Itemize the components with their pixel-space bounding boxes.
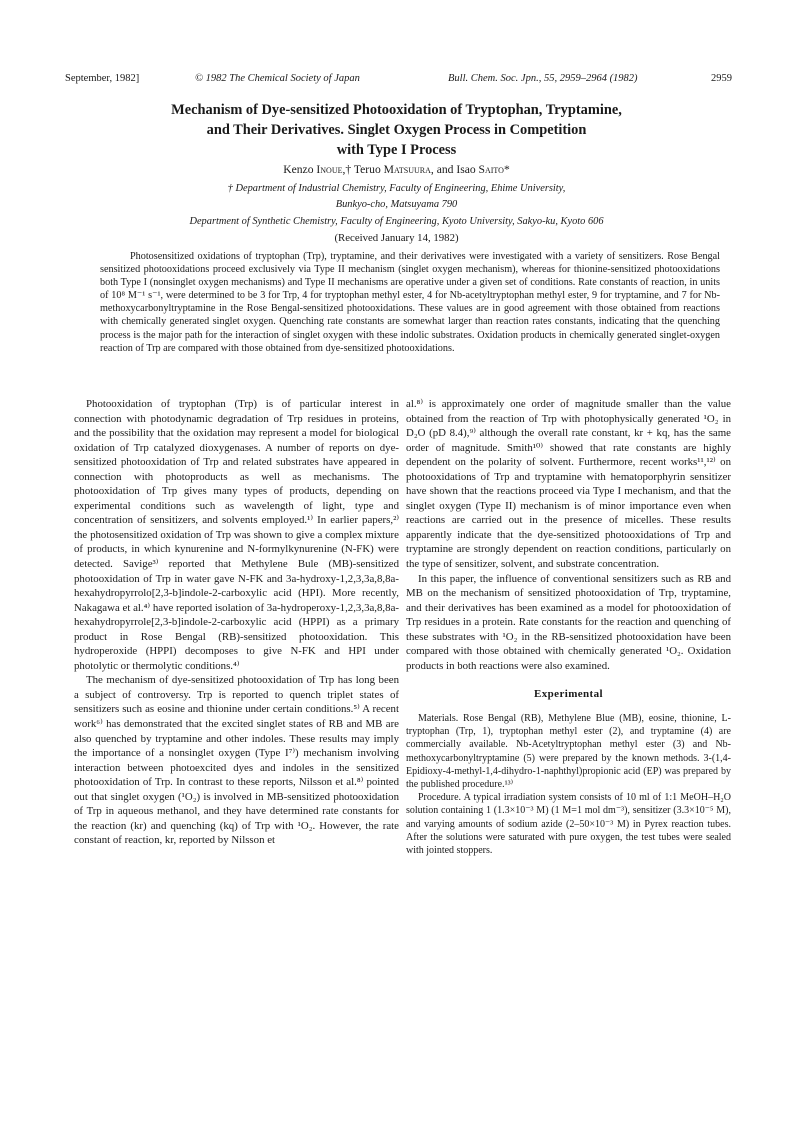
author-surname: Matsuura (383, 163, 431, 176)
issue-date: September, 1982] (65, 73, 140, 84)
body-paragraph: In this paper, the influence of conventional sensitizers such as RB and MB on the mechanism of sensitized photooxidation of Trp, tryptamine, and their derivatives has been examined as a model for photooxidation of Trp residues in a protein. Rate constants for the reaction and quenching of these substrates with ¹O₂ in the RB-sensitized photooxidation have been compared with those obtained with chemically generated ¹O₂. Oxidation products in both reactions were also examined. (406, 572, 731, 672)
title-line: Mechanism of Dye-sensitized Photooxidation of Tryptophan, Tryptamine, (171, 102, 622, 118)
article-title (60, 100, 733, 160)
running-header (65, 73, 732, 87)
author-separator: , and (430, 163, 457, 176)
page-number: 2959 (711, 73, 732, 84)
author-mark: * (503, 163, 510, 176)
author-mark: ,† (342, 163, 354, 176)
author-list (60, 163, 733, 176)
title-line: and Their Derivatives. Singlet Oxygen Process in Competition (206, 122, 587, 138)
right-column (406, 397, 731, 857)
author-first-name: Teruo (353, 163, 384, 176)
body-paragraph: Photooxidation of tryptophan (Trp) is of particular interest in connection with photodynamic degradation of Trp residues in proteins, and the possibility that the oxidation may represent a model for biological oxidation of Trp catalyzed dioxygenases. A number of reports on dye-sensitized photooxidation of Trp and related substrates have appeared in connection with photoproducts as well as mechanisms. The photooxidation of Trp gives many types of products, depending on experimental conditions such as wavelength of light, type and concentration of sensitizers, and solvents employed.¹⁾ In earlier papers,²⁾ the photosensitized oxidation of Trp was shown to give a complex mixture of products, in which kynurenine and N-formylkynurenine (N-FK) were detected. Savige³⁾ reported that Methylene Bule (MB)-sensitized photooxidation of Trp in water gave N-FK and 3a-hydroxy-1,2,3,3a,8,8a-hexahydropyrrolo[2,3-b]indole-2-carboxylic acid (HPI). More recently, Nakagawa et al.⁴⁾ have reported isolation of 3a-hydroperoxy-1,2,3,3a,8,8a-hexahydropyrrole[2,3-b]indole-2-carboxylic acid (HPPI) as a primary product in Rose Bengal (RB)-sensitized photooxidation. This hydroperoxide (HPPI) decomposes to give N-FK and HPI under photolytic or thermolytic conditions.⁴⁾ (74, 398, 399, 672)
author-first-name: Kenzo (283, 163, 317, 176)
affiliation-ehime: † Department of Industrial Chemistry, Faculty of Engineering, Ehime University, (227, 183, 566, 194)
author-surname: Inoue (316, 163, 343, 176)
affiliation-kyoto: Department of Synthetic Chemistry, Faculty of Engineering, Kyoto University, Sakyo-ku, Kyoto 606 (189, 216, 604, 227)
experimental-paragraph: Materials. Rose Bengal (RB), Methylene Blue (MB), eosine, thionine, L-tryptophan (Trp, 1), tryptophan methyl ester (2), and tryptamine (4) are commercially available. Nb-Acetyltryptophan methyl ester (3) and Nb-methoxycarbonyltryptamine (5) were prepared by the known methods. 3-(1,4-Epidioxy-4-methyl-1,4-dihydro-1-naphthyl)propionic acid (EP) was prepared by the published procedure.¹³⁾ (406, 712, 731, 790)
author-first-name: Isao (456, 163, 479, 176)
affiliation-ehime-address: Bunkyo-cho, Matsuyama 790 (335, 199, 458, 210)
received-date: (Received January 14, 1982) (334, 232, 459, 244)
journal-citation: Bull. Chem. Soc. Jpn., 55, 2959–2964 (1982) (448, 73, 638, 84)
left-column (74, 397, 399, 848)
section-heading-experimental: Experimental (534, 688, 603, 701)
title-line: with Type I Process (336, 142, 457, 158)
copyright-notice: © 1982 The Chemical Society of Japan (195, 73, 360, 84)
body-paragraph: The mechanism of dye-sensitized photooxidation of Trp has long been a subject of controversy. Trp is reported to quench triplet states of sensitizers such as eosine and thionine under certain conditions.⁵⁾ A recent work⁶⁾ has demonstrated that the excited singlet states of RB and MB are also quenched by tryptamine and other indoles. These results may imply the importance of a nonsinglet oxygen (Type I⁷⁾) mechanism involving interaction between photoexcited dyes and indoles in the sensitized photooxidation of Trp. In contrast to these reports, Nilsson et al.⁸⁾ pointed out that singlet oxygen (¹O₂) is involved in MB-sensitized photooxidation of Trp in aqueous methanol, and they have determined rate constants for the reaction (kr) and quenching (kq) of Trp with ¹O₂. However, the rate constant of reaction, kr, reported by Nilsson et (74, 674, 399, 847)
experimental-paragraph: Procedure. A typical irradiation system consists of 10 ml of 1:1 MeOH–H₂O solution containing 1 (1.3×10⁻³ M) (1 M=1 mol dm⁻³), sensitizer (3.3×10⁻⁵ M), and varying amounts of sodium azide (2–50×10⁻³ M) in Pyrex reaction tubes. After the solutions were saturated with pure oxygen, the test tubes were sealed with jointed stoppers. (406, 792, 731, 856)
experimental-section (406, 712, 731, 857)
author-surname: Saito (478, 163, 504, 176)
body-paragraph: al.⁸⁾ is approximately one order of magnitude smaller than the value obtained from the reaction of Trp with photophysically generated ¹O₂ in D₂O (pD 8.4),⁹⁾ although the overall rate constant, kr + kq, has the same order of magnitude. Smith¹⁰⁾ showed that rate constants are highly dependent on the polarity of solvent. Furthermore, recent works¹¹,¹²⁾ on photooxidations of Trp and tryptamine with hematoporphyrin sensitizer have shown that the reactions proceed via Type I mechanism, and that the singlet oxygen (Type II) mechanism is of minor importance even when reactions are carried out in the presence of micelles. These results apparently indicate that the dye-sensitized photooxidations of Trp and tryptamine are strongly dependent on reaction conditions, particularly on the type of sensitizer, solvent, and substrate concentration. (406, 398, 731, 571)
abstract: Photosensitized oxidations of tryptophan (Trp), tryptamine, and their derivatives were investigated with a variety of sensitizers. Rose Bengal sensitized photooxidations proceed exclusively via Type II mechanism (singlet oxygen mechanism), whereas for thionine-sensitized photooxidations both Type I (nonsinglet oxygen mechanisms) and Type II mechanisms are operative under a given set of conditions. Rate constants of reaction, in units of 10⁸ M⁻¹ s⁻¹, were determined to be 3 for Trp, 4 for tryptophan methyl ester, 4 for Nb-acetyltryptophan methyl ester, 9 for tryptamine, and 7 for Nb-methoxycarbonyltryptamine in the Rose Bengal-sensitized photooxidations. These values are in good agreement with those obtained from reactions with chemically generated singlet oxygen. Quenching rate constants are somewhat larger than reaction rates constants, indicating that the quenching process is the major path for the interaction of singlet oxygen with these indolic substrates. Oxidation products in chemically generated singlet-oxygen reaction of Trp are compared with those obtained from dye-sensitized photooxidations. (100, 251, 720, 354)
